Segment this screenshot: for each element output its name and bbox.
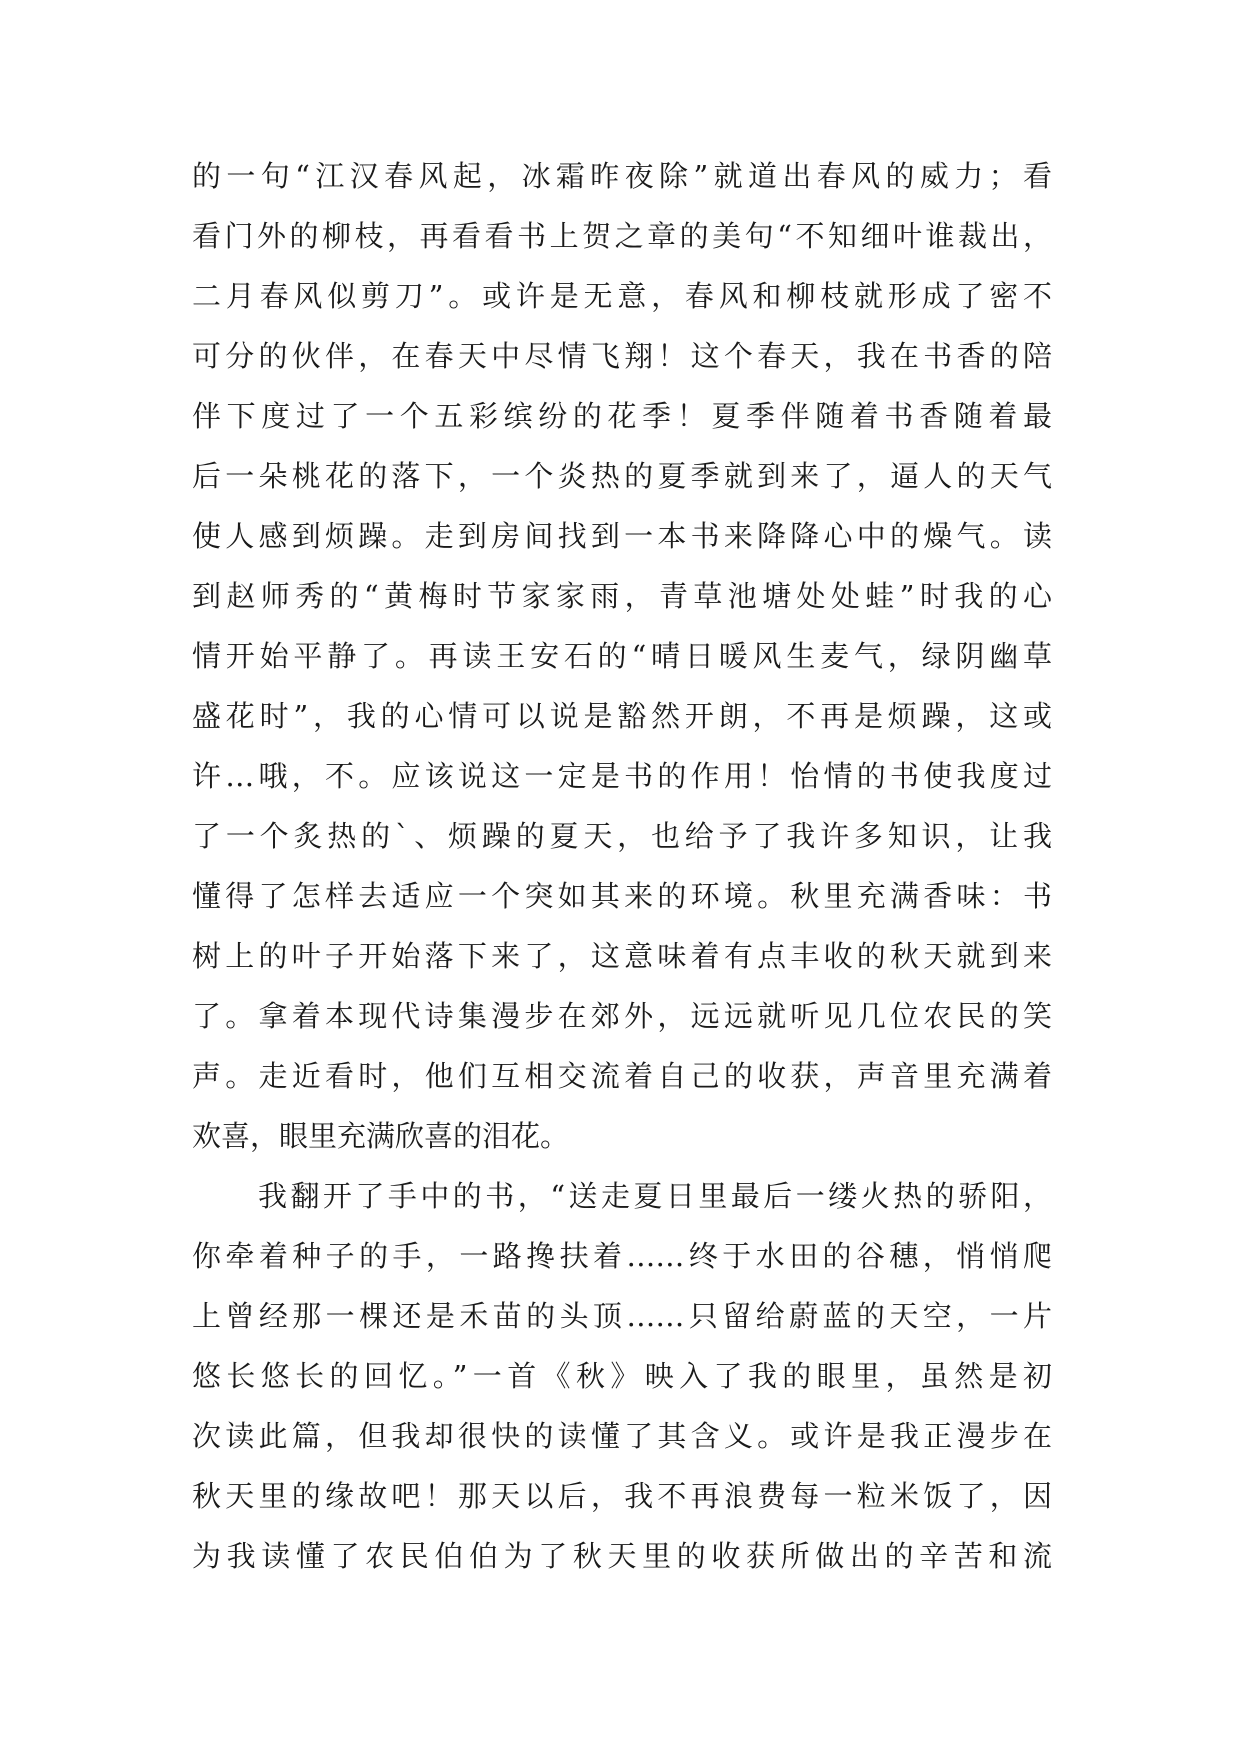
text-line: 可分的伙伴，在春天中尽情飞翔！这个春天，我在书香的陪: [192, 339, 1052, 373]
text-line: 后一朵桃花的落下，一个炎热的夏季就到来了，逼人的天气: [192, 459, 1052, 493]
text-line: 声。走近看时，他们互相交流着自己的收获，声音里充满着: [192, 1059, 1052, 1093]
text-line: 我翻开了手中的书，“送走夏日里最后一缕火热的骄阳，: [258, 1179, 1052, 1213]
text-line: 次读此篇，但我却很快的读懂了其含义。或许是我正漫步在: [192, 1419, 1052, 1453]
text-line: 悠长悠长的回忆。”一首《秋》映入了我的眼里，虽然是初: [192, 1359, 1052, 1393]
text-line: 情开始平静了。再读王安石的“晴日暖风生麦气，绿阴幽草: [192, 639, 1052, 673]
text-line: 盛花时”，我的心情可以说是豁然开朗，不再是烦躁，这或: [192, 699, 1052, 733]
text-line: 看门外的柳枝，再看看书上贺之章的美句“不知细叶谁裁出，: [192, 219, 1052, 253]
text-line: 的一句“江汉春风起，冰霜昨夜除”就道出春风的威力；看: [192, 159, 1052, 193]
text-line: 欢喜，眼里充满欣喜的泪花。: [192, 1119, 570, 1153]
text-line: 使人感到烦躁。走到房间找到一本书来降降心中的燥气。读: [192, 519, 1052, 553]
text-line: 为我读懂了农民伯伯为了秋天里的收获所做出的辛苦和流: [192, 1539, 1052, 1573]
text-line: 伴下度过了一个五彩缤纷的花季！夏季伴随着书香随着最: [192, 399, 1052, 433]
text-line: 二月春风似剪刀”。或许是无意，春风和柳枝就形成了密不: [192, 279, 1052, 313]
text-line: 你牵着种子的手，一路搀扶着……终于水田的谷穗，悄悄爬: [192, 1239, 1052, 1273]
text-line: 上曾经那一棵还是禾苗的头顶……只留给蔚蓝的天空，一片: [192, 1299, 1052, 1333]
text-line: 懂得了怎样去适应一个突如其来的环境。秋里充满香味：书: [192, 879, 1052, 913]
text-line: 了一个炙热的`、烦躁的夏天，也给予了我许多知识，让我: [192, 819, 1052, 853]
text-line: 许…哦，不。应该说这一定是书的作用！怡情的书使我度过: [192, 759, 1052, 793]
text-line: 到赵师秀的“黄梅时节家家雨，青草池塘处处蛙”时我的心: [192, 579, 1052, 613]
text-line: 秋天里的缘故吧！那天以后，我不再浪费每一粒米饭了，因: [192, 1479, 1052, 1513]
text-line: 了。拿着本现代诗集漫步在郊外，远远就听见几位农民的笑: [192, 999, 1052, 1033]
body-text: [192, 158, 1052, 1598]
text-line: 树上的叶子开始落下来了，这意味着有点丰收的秋天就到来: [192, 939, 1052, 973]
